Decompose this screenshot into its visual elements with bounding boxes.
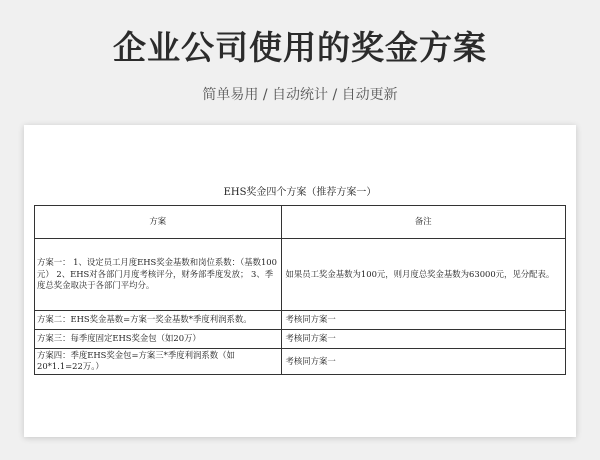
table-row xyxy=(35,311,566,330)
plan-cell: 方案一： 1、设定员工月度EHS奖金基数和岗位系数：（基数100元） 2、EHS对各部门月度考核评分，财务部季度发放； 3、季度总奖金取决于各部门平均分。 xyxy=(35,239,282,311)
plan-cell: 方案三：每季度固定EHS奖金包（如20万） xyxy=(35,330,282,349)
table-header-row xyxy=(35,206,566,239)
table-row xyxy=(35,349,566,375)
column-header-notes: 备注 xyxy=(281,206,565,239)
note-cell: 考核同方案一 xyxy=(281,330,565,349)
page-title: 企业公司使用的奖金方案 xyxy=(113,28,487,67)
note-cell: 如果员工奖金基数为100元，则月度总奖金基数为63000元，见分配表。 xyxy=(281,239,565,311)
document-title: EHS奖金四个方案（推荐方案一） xyxy=(223,187,377,198)
document-preview xyxy=(24,125,576,437)
note-cell: 考核同方案一 xyxy=(281,311,565,330)
bonus-plan-table xyxy=(34,205,566,375)
note-cell: 考核同方案一 xyxy=(281,349,565,375)
page-subtitle: 简单易用 / 自动统计 / 自动更新 xyxy=(202,87,398,103)
table-row xyxy=(35,239,566,311)
table-row xyxy=(35,330,566,349)
plan-cell: 方案二：EHS奖金基数=方案一奖金基数*季度利润系数。 xyxy=(35,311,282,330)
plan-cell: 方案四：季度EHS奖金包=方案三*季度利润系数（如20*1.1=22万。） xyxy=(35,349,282,375)
column-header-plan: 方案 xyxy=(35,206,282,239)
